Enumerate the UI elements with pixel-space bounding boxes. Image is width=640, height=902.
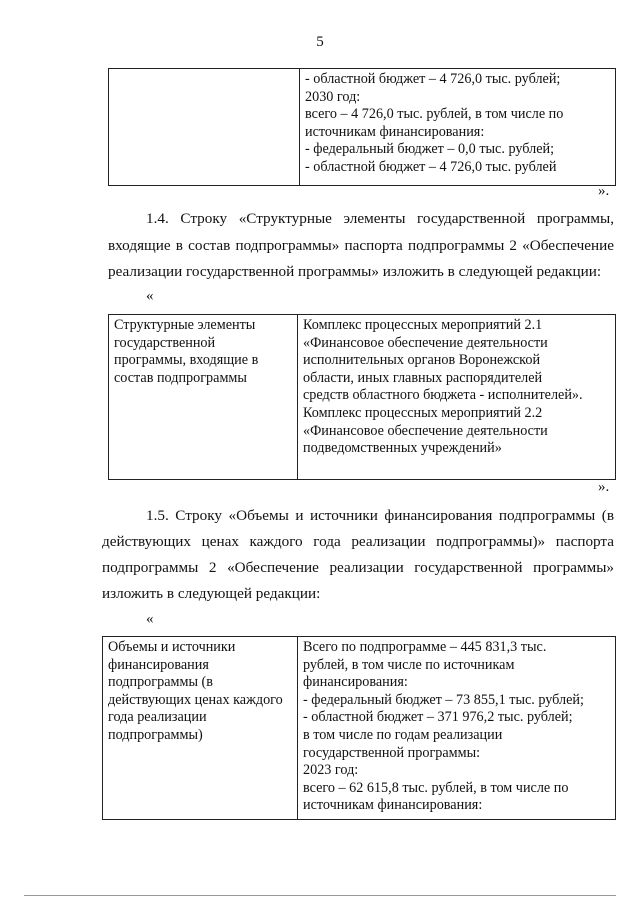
paragraph-line: 1.5. Строку «Объемы и источники финансирования подпрограммы (в — [146, 507, 614, 524]
table1-line: 2030 год: — [305, 88, 361, 105]
paragraph-line: 1.4. Строку «Структурные элементы государственной программы, — [146, 210, 614, 227]
paragraph-line: изложить в следующей редакции: — [102, 585, 321, 602]
closing-quote: ». — [598, 479, 610, 495]
table2-right-cell — [298, 315, 616, 480]
table1-line: - областной бюджет – 4 726,0 тыс. рублей — [305, 158, 557, 175]
table2-right-line: исполнительных органов Воронежской — [303, 352, 541, 369]
opening-quote: « — [146, 611, 154, 627]
table3-right-line: в том числе по годам реализации — [303, 726, 503, 743]
table2-left-cell — [109, 315, 298, 480]
table2-left-line: состав подпрограммы — [114, 369, 247, 386]
table1-right-cell — [300, 69, 616, 186]
funding-volumes-table — [102, 636, 616, 820]
table3-left-line: года реализации — [108, 709, 207, 726]
table3-right-line: рублей, в том числе по источникам — [303, 656, 515, 673]
paragraph-line: действующих ценах каждого года реализации подпрограммы)» паспорта — [102, 533, 614, 550]
table2-left-line: государственной — [114, 334, 216, 351]
table1-left-cell — [109, 69, 300, 186]
table1-line: - областной бюджет – 4 726,0 тыс. рублей; — [305, 71, 561, 87]
page-bottom-rule — [24, 895, 616, 896]
table2-right-line: Комплекс процессных мероприятий 2.2 — [303, 404, 543, 421]
table3-right-line: - федеральный бюджет – 73 855,1 тыс. рублей; — [303, 691, 584, 708]
paragraph-line: входящие в состав подпрограммы» паспорта подпрограммы 2 «Обеспечение — [108, 237, 614, 254]
structural-elements-table — [108, 314, 616, 480]
table2-right-line: средств областного бюджета - исполнителей». — [303, 387, 583, 404]
table3-right-line: источникам финансирования: — [303, 797, 483, 814]
paragraph-line: реализации государственной программы» изложить в следующей редакции: — [108, 263, 602, 280]
table3-right-line: государственной программы: — [303, 744, 481, 761]
table3-left-line: финансирования — [108, 656, 209, 673]
table3-right-cell — [298, 637, 616, 820]
table2-right-line: области, иных главных распорядителей — [303, 369, 543, 386]
table3-left-line: подпрограммы) — [108, 726, 203, 743]
paragraph-line: подпрограммы 2 «Обеспечение реализации государственной программы» — [102, 559, 614, 576]
table3-right-line: Всего по подпрограмме – 445 831,3 тыс. — [303, 639, 547, 655]
table2-right-line: «Финансовое обеспечение деятельности — [303, 422, 548, 439]
closing-quote: ». — [598, 183, 610, 199]
table2-right-line: Комплекс процессных мероприятий 2.1 — [303, 317, 543, 333]
table3-right-line: всего – 62 615,8 тыс. рублей, в том числе по — [303, 779, 569, 796]
table3-left-cell — [103, 637, 298, 820]
table1-line: источникам финансирования: — [305, 123, 485, 140]
funding-continuation-table — [108, 68, 616, 186]
table2-right-line: подведомственных учреждений» — [303, 440, 502, 457]
table2-left-line: программы, входящие в — [114, 352, 259, 369]
table3-right-line: - областной бюджет – 371 976,2 тыс. рублей; — [303, 709, 573, 726]
table2-left-line: Структурные элементы — [114, 317, 256, 333]
table3-right-line: 2023 год: — [303, 762, 359, 779]
opening-quote: « — [146, 288, 154, 304]
page-number: 5 — [316, 34, 324, 50]
table3-left-line: действующих ценах каждого — [108, 691, 283, 708]
table1-line: всего – 4 726,0 тыс. рублей, в том числе по — [305, 106, 564, 123]
table3-right-line: финансирования: — [303, 674, 408, 691]
table1-line: - федеральный бюджет – 0,0 тыс. рублей; — [305, 141, 555, 158]
table3-left-line: Объемы и источники — [108, 639, 236, 655]
table3-left-line: подпрограммы (в — [108, 674, 213, 691]
table2-right-line: «Финансовое обеспечение деятельности — [303, 334, 548, 351]
